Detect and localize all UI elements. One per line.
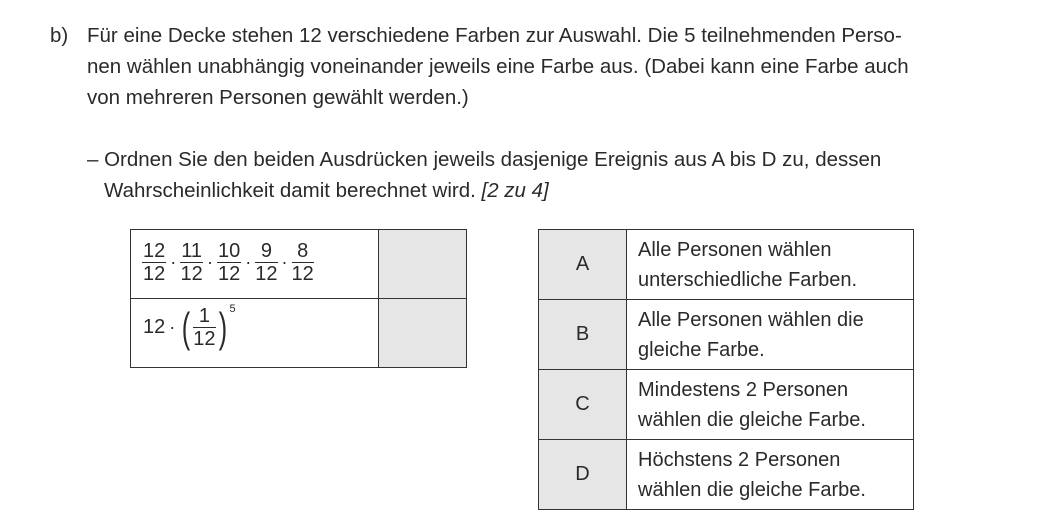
event-text-b-line-1: Alle Personen wählen die — [638, 308, 864, 331]
multiply-dot: · — [207, 252, 214, 272]
event-letter-c: C — [539, 370, 627, 440]
task-line-1: – Ordnen Sie den beiden Ausdrücken jeweils dasjenige Ereignis aus A bis D zu, dessen — [87, 148, 882, 171]
fraction-3-num: 10 — [218, 240, 241, 262]
task-line-2-text: Wahrscheinlichkeit damit berechnet wird. — [104, 179, 482, 202]
expression-row-2 — [131, 299, 467, 368]
fraction-2 — [180, 240, 203, 285]
fraction-4-den: 12 — [255, 263, 278, 285]
fraction-2-num: 11 — [181, 240, 203, 262]
fraction-den: 12 — [193, 328, 216, 350]
multiply-dot: · — [169, 317, 176, 337]
events-table — [538, 229, 914, 510]
event-text-a-line-2: unterschiedliche Farben. — [638, 268, 858, 291]
event-text-a-line-1: Alle Personen wählen — [638, 238, 832, 261]
multiply-dot: · — [170, 252, 177, 272]
paragraph-line-3: von mehreren Personen gewählt werden.) — [87, 86, 469, 109]
factor: 12 — [143, 316, 166, 338]
fraction-5 — [292, 240, 314, 285]
fraction-2-den: 12 — [180, 263, 203, 285]
multiply-dot: · — [281, 252, 288, 272]
event-letter-d: D — [539, 440, 627, 510]
fraction-num: 1 — [193, 305, 215, 328]
event-text-a — [627, 230, 914, 300]
fraction-5-den: 12 — [291, 263, 314, 285]
fraction-5-num: 8 — [292, 240, 314, 263]
paragraph-line-1: Für eine Decke stehen 12 verschiedene Farben zur Auswahl. Die 5 teilnehmenden Perso- — [87, 24, 902, 47]
answer-cell-1[interactable] — [379, 230, 467, 299]
event-text-d-line-1: Höchstens 2 Personen — [638, 448, 841, 471]
expression-cell-2 — [131, 299, 379, 368]
paragraph-line-2: nen wählen unabhängig voneinander jeweils eine Farbe aus. (Dabei kann eine Farbe auch — [87, 55, 909, 78]
fraction-4-num: 9 — [255, 240, 277, 263]
event-letter-a: A — [539, 230, 627, 300]
event-text-b — [627, 300, 914, 370]
expressions-table — [130, 229, 467, 368]
multiply-dot: · — [245, 252, 252, 272]
answer-cell-2[interactable] — [379, 299, 467, 368]
right-paren: ) — [218, 303, 227, 351]
expression-power — [143, 305, 236, 350]
fraction-1 — [142, 240, 166, 285]
expression-row-1 — [131, 230, 467, 299]
event-text-c — [627, 370, 914, 440]
event-text-c-line-2: wählen die gleiche Farbe. — [638, 408, 866, 431]
event-text-d — [627, 440, 914, 510]
expression-cell-1 — [131, 230, 379, 299]
fraction-3-den: 12 — [218, 263, 241, 285]
event-row-a — [539, 230, 914, 300]
event-row-c — [539, 370, 914, 440]
event-text-c-line-1: Mindestens 2 Personen — [638, 378, 849, 401]
fraction-4 — [255, 240, 277, 285]
event-text-d-line-2: wählen die gleiche Farbe. — [638, 478, 866, 501]
exponent: 5 — [229, 303, 236, 315]
event-row-b — [539, 300, 914, 370]
fraction-1-den: 12 — [143, 263, 166, 285]
expression-product — [142, 240, 314, 285]
fraction-one-twelfth — [193, 305, 215, 350]
task-line-2 — [87, 175, 881, 206]
fraction-3 — [217, 240, 241, 285]
event-row-d — [539, 440, 914, 510]
part-label: b) — [50, 24, 69, 47]
task-points: [2 zu 4] — [481, 179, 549, 202]
left-paren: ( — [182, 303, 191, 351]
fraction-1-num: 12 — [143, 240, 166, 262]
event-letter-b: B — [539, 300, 627, 370]
event-text-b-line-2: gleiche Farbe. — [638, 338, 765, 361]
task-instruction — [87, 144, 881, 206]
